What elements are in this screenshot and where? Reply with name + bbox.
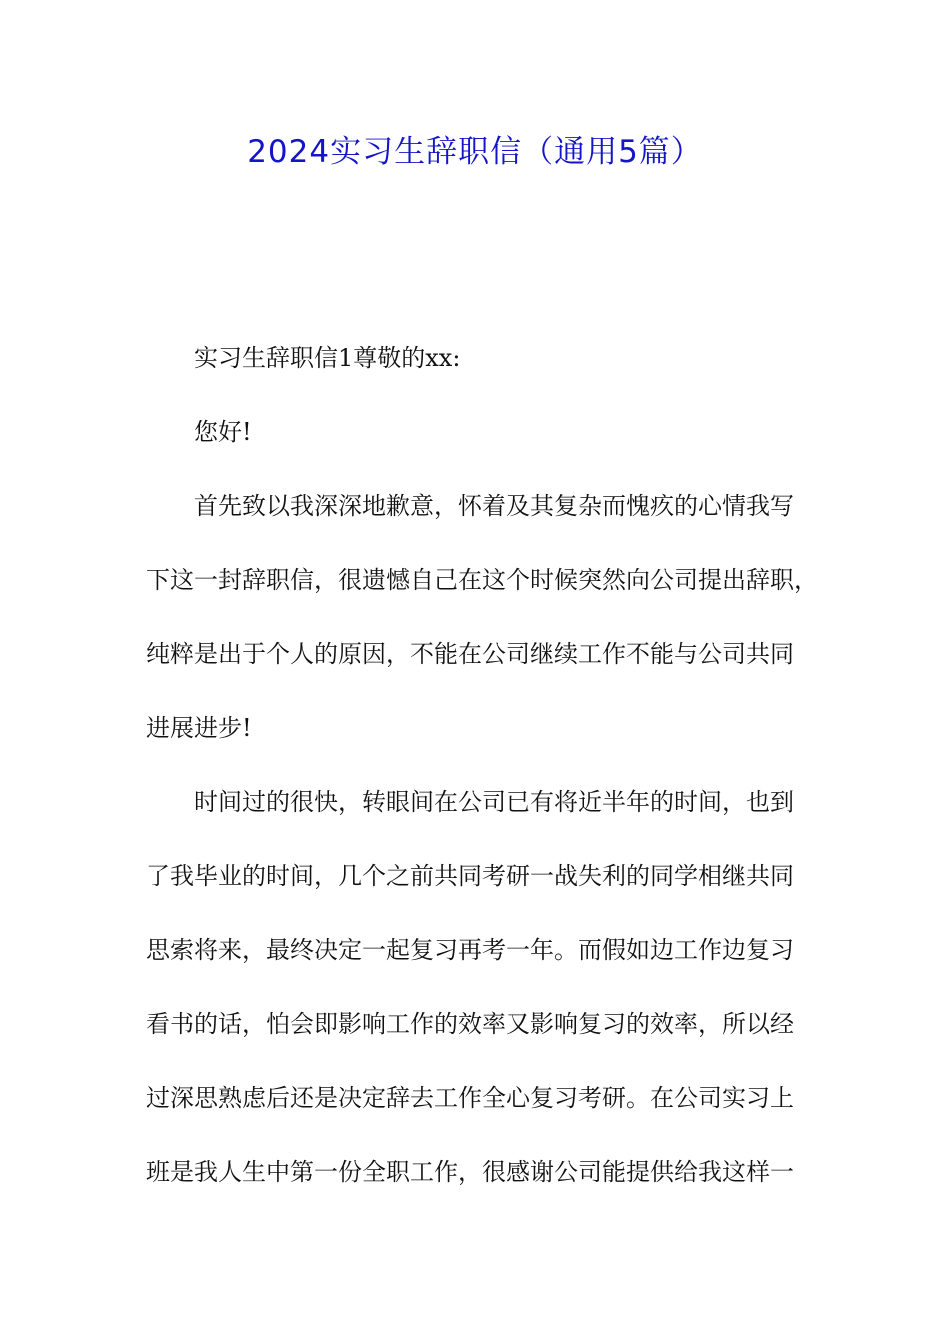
document-title: 2024实习生辞职信（通用5篇） <box>247 134 703 170</box>
text-line: 了我毕业的时间，几个之前共同考研一战失利的同学相继共同 <box>146 862 794 890</box>
text-line: 班是我人生中第一份全职工作，很感谢公司能提供给我这样一 <box>146 1158 794 1186</box>
text-line: 下这一封辞职信，很遗憾自己在这个时候突然向公司提出辞职， <box>146 566 818 594</box>
text-line: 您好! <box>194 418 252 446</box>
text-line: 时间过的很快，转眼间在公司已有将近半年的时间，也到 <box>194 788 794 816</box>
text-line: 思索将来，最终决定一起复习再考一年。而假如边工作边复习 <box>146 936 794 964</box>
text-line: 过深思熟虑后还是决定辞去工作全心复习考研。在公司实习上 <box>146 1084 794 1112</box>
document-body <box>146 338 818 1226</box>
text-line: 进展进步! <box>146 714 252 742</box>
text-line: 看书的话，怕会即影响工作的效率又影响复习的效率，所以经 <box>146 1010 794 1038</box>
text-line: 纯粹是出于个人的原因，不能在公司继续工作不能与公司共同 <box>146 640 794 668</box>
text-line: 实习生辞职信1尊敬的xx: <box>194 344 461 372</box>
text-line: 首先致以我深深地歉意，怀着及其复杂而愧疚的心情我写 <box>194 492 794 520</box>
